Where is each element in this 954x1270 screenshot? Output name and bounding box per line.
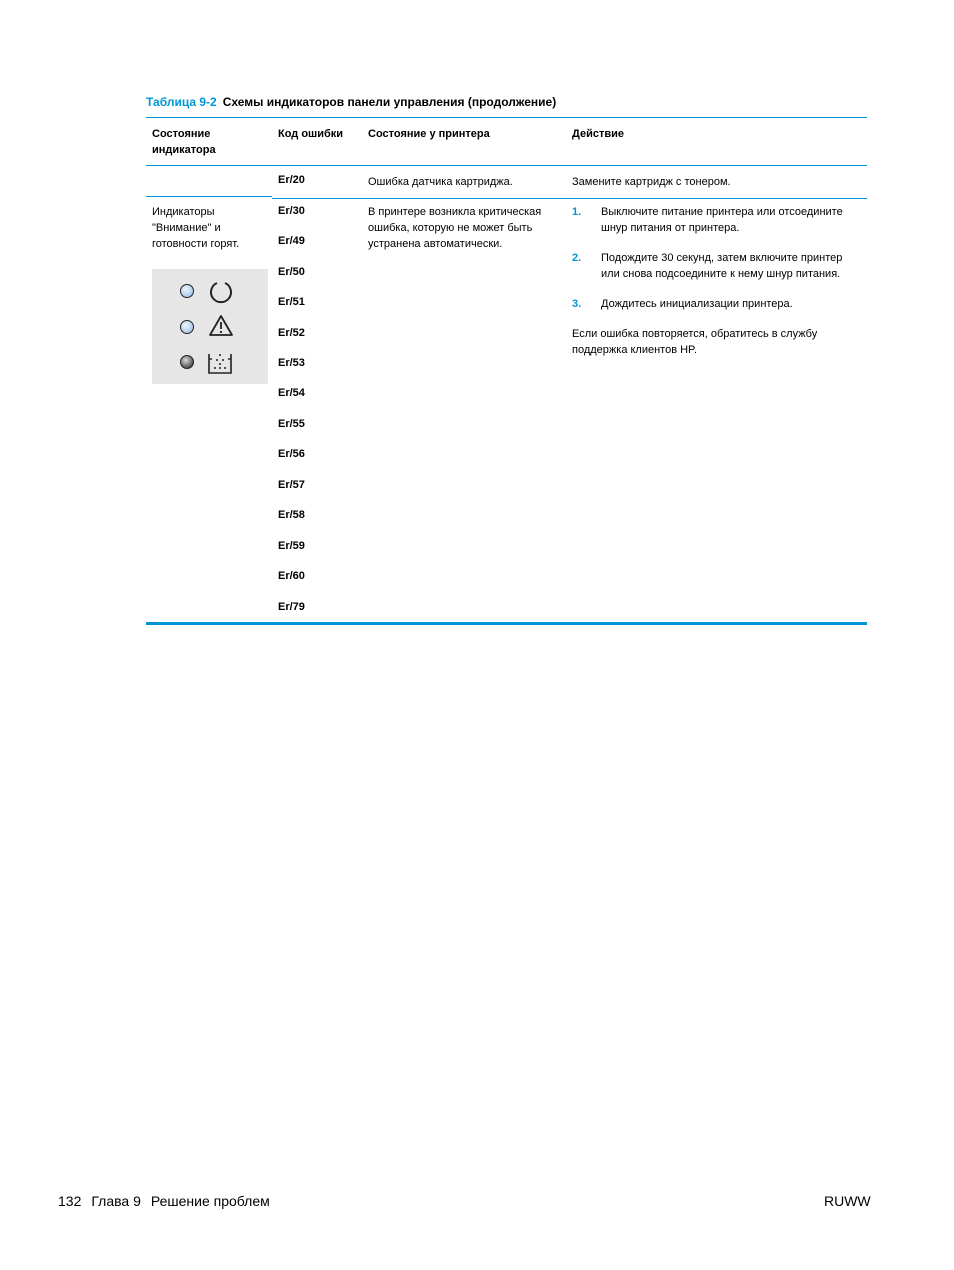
step-number: 2. (572, 252, 582, 264)
row-rule (272, 198, 867, 199)
error-code: Er/60 (278, 570, 305, 582)
row1-action: Замените картридж с тонером. (572, 176, 731, 188)
locale-code: RUWW (824, 1193, 871, 1209)
toner-led (180, 355, 194, 369)
action-steps (572, 204, 864, 358)
page-footer (58, 1193, 280, 1209)
support-note: Если ошибка повторяется, обратитесь в службу поддержка клиентов HP. (572, 328, 818, 356)
error-code: Er/52 (278, 327, 305, 339)
error-code: Er/54 (278, 387, 305, 399)
header-state: Состояние индикатора (152, 128, 216, 156)
step-text: Выключите питание принтера или отсоедините шнур питания от принтера. (601, 206, 843, 234)
error-code: Er/30 (278, 205, 305, 217)
error-code: Er/49 (278, 235, 305, 247)
header-printer-state: Состояние у принтера (368, 128, 490, 140)
error-code: Er/50 (278, 266, 305, 278)
error-code: Er/55 (278, 418, 305, 430)
table-bottom-rule (146, 622, 867, 625)
error-code: Er/59 (278, 540, 305, 552)
page-number: 132 (58, 1193, 82, 1209)
step-number: 3. (572, 298, 582, 310)
row1-printer-state: Ошибка датчика картриджа. (368, 176, 513, 188)
error-code: Er/79 (278, 601, 305, 613)
toner-icon (206, 350, 234, 376)
attention-led (180, 320, 194, 334)
table-number: Таблица 9-2 (146, 95, 217, 109)
chapter-label: Глава 9 (91, 1193, 141, 1209)
section-label: Решение проблем (150, 1193, 270, 1209)
action-step (572, 250, 864, 282)
action-step (572, 204, 864, 236)
error-code: Er/58 (278, 509, 305, 521)
error-code: Er/20 (278, 174, 305, 186)
row-rule (146, 196, 272, 197)
row2-printer-state: В принтере возникла критическая ошибка, которую не может быть устранена автоматически. (368, 206, 542, 250)
table-caption (146, 95, 556, 109)
table-title: Схемы индикаторов панели управления (продолжение) (222, 95, 557, 109)
error-code: Er/51 (278, 296, 305, 308)
error-code: Er/56 (278, 448, 305, 460)
warning-icon (208, 314, 234, 338)
error-code: Er/57 (278, 479, 305, 491)
table-top-rule (146, 117, 867, 118)
power-icon (208, 279, 234, 305)
step-text: Дождитесь инициализации принтера. (601, 298, 793, 310)
header-rule (146, 165, 867, 166)
error-code: Er/53 (278, 357, 305, 369)
row2-state: Индикаторы "Внимание" и готовности горят. (152, 206, 240, 250)
power-led (180, 284, 194, 298)
step-number: 1. (572, 206, 582, 218)
header-action: Действие (572, 128, 624, 140)
control-panel-illustration (152, 269, 268, 384)
header-code: Код ошибки (278, 128, 344, 140)
action-step (572, 296, 864, 312)
step-text: Подождите 30 секунд, затем включите принтер или снова подсоедините к нему шнур питания. (601, 252, 843, 280)
